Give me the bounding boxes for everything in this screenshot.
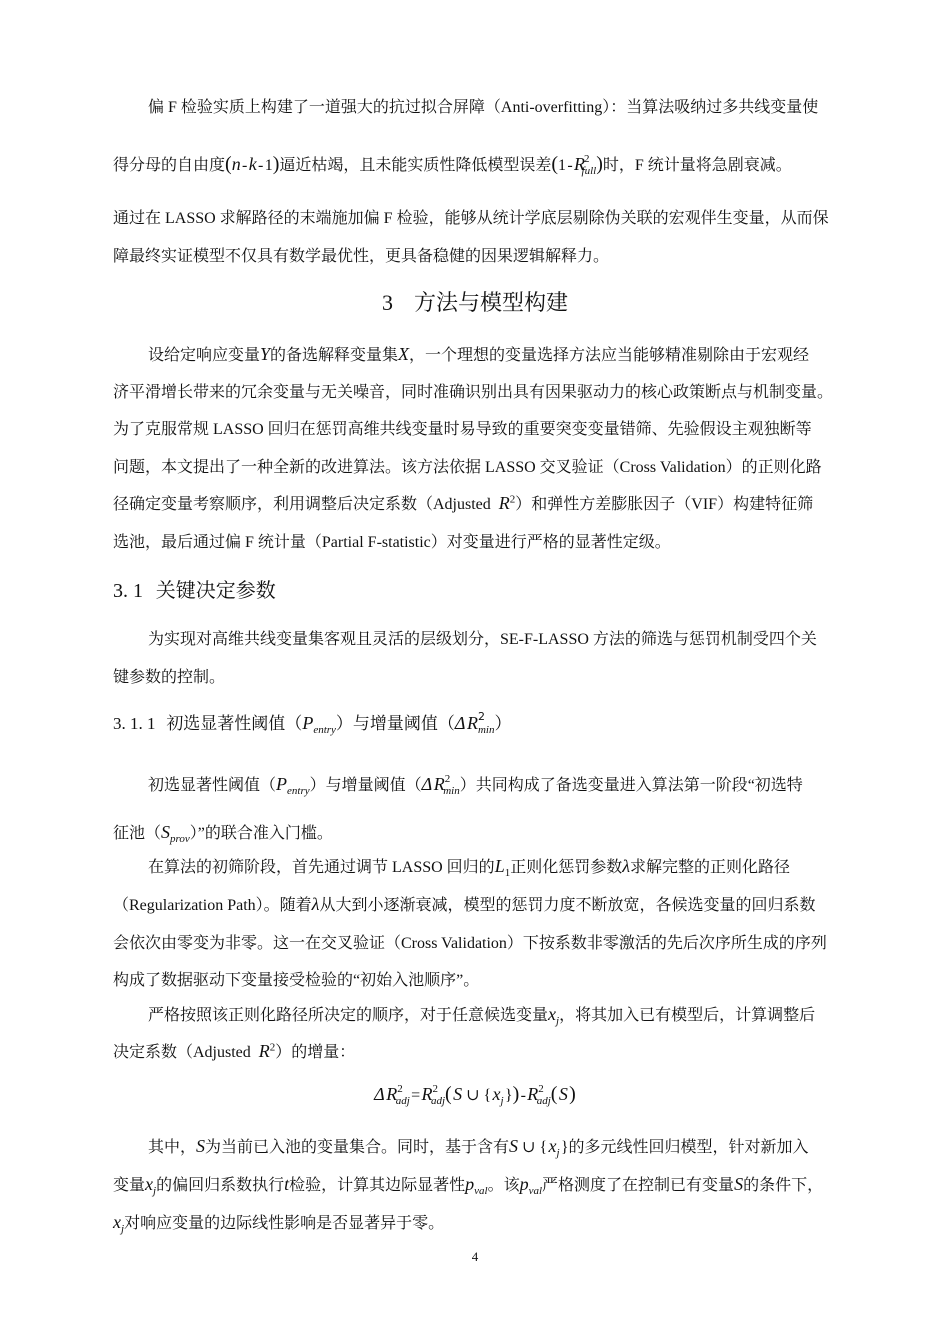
- paragraph-line: 键参数的控制。: [113, 669, 226, 686]
- paragraph-line: 通过在 LASSO 求解路径的末端施加偏 F 检验，能够从统计学底层剔除伪关联的宏观伴生变量，从而保: [113, 210, 829, 227]
- paragraph-line: 障最终实证模型不仅具有数学最优性，更具备稳健的因果逻辑解释力。: [113, 248, 610, 265]
- paragraph-line: 构成了数据驱动下变量接受检验的“初始入池顺序”。: [113, 972, 480, 989]
- paragraph-line: 得分母的自由度(n - k - 1)逼近枯竭，且未能实质性降低模型误差(1 - $R^2_{full}$)时，F 统计量将急剧衰减。: [113, 152, 792, 178]
- paragraph-line: 设给定响应变量Y的备选解释变量集X，一个理想的变量选择方法应当能够精准剔除由于宏观经: [148, 344, 810, 364]
- paragraph-line: （Regularization Path）。随着λ从大到小逐渐衰减，模型的惩罚力度不断放宽，各候选变量的回归系数: [113, 894, 816, 914]
- paragraph-line: 为实现对高维共线变量集客观且灵活的层级划分，SE-F-LASSO 方法的筛选与惩罚机制受四个关: [148, 631, 817, 648]
- section-heading: 3 方法与模型构建: [382, 290, 568, 316]
- equation-adj-r2-increment: Δ $R^2_{adj}$ = $R^2_{adj}$( S ∪ { $x_j$ }) - $R^2_{adj}$( S ): [374, 1082, 576, 1108]
- page-number: 4: [471, 1249, 479, 1264]
- paragraph-line: 征池$(S_{prov})$”的联合准入门槛。: [113, 822, 333, 846]
- paragraph-line: 选池，最后通过偏 F 统计量（Partial F-statistic）对变量进行严格的显著性定级。: [113, 534, 671, 551]
- paragraph-line: 变量$x_j$的偏回归系数执行t检验，计算其边际显著性$p_{val}$。该$p_{val}$严格测度了在控制已有变量S的条件下，: [113, 1174, 824, 1198]
- paragraph-line: 在算法的初筛阶段，首先通过调节 LASSO 回归的$L_1$正则化惩罚参数λ求解完整的正则化路径: [148, 856, 791, 880]
- paragraph-line: 决定系数（Adjusted $R^2$）的增量：: [113, 1041, 356, 1061]
- subsubsection-heading: 3. 1. 1 初选显著性阈值$(P_{entry})$与增量阈值（Δ $R^2_{min}$）: [113, 710, 512, 737]
- paragraph-line: 初选显著性阈值$(P_{entry})$与增量阈值（Δ $R^2_{min}$）共同构成了备选变量进入算法第一阶段“初选特: [148, 772, 803, 798]
- paragraph-line: 问题，本文提出了一种全新的改进算法。该方法依据 LASSO 交叉验证（Cross Validation）的正则化路: [113, 459, 822, 476]
- paragraph-line: 严格按照该正则化路径所决定的顺序，对于任意候选变量$x_j$，将其加入已有模型后，计算调整后: [148, 1004, 816, 1028]
- paragraph-line: 偏 F 检验实质上构建了一道强大的抗过拟合屏障（Anti-overfitting）：当算法吸纳过多共线变量使: [148, 99, 819, 116]
- paragraph-line: 径确定变量考察顺序，利用调整后决定系数（Adjusted $R^2$）和弹性方差膨胀因子（VIF）构建特征筛: [113, 493, 814, 513]
- paragraph-line: $x_j$对响应变量的边际线性影响是否显著异于零。: [113, 1212, 445, 1236]
- paragraph-line: 济平滑增长带来的冗余变量与无关噪音，同时准确识别出具有因果驱动力的核心政策断点与机制变量。: [113, 384, 834, 401]
- paragraph-line: 其中，S为当前已入池的变量集合。同时，基于含有S ∪ { $x_j$ }的多元线性回归模型，针对新加入: [148, 1136, 809, 1160]
- subsection-heading: 3. 1 关键决定参数: [113, 578, 276, 602]
- paragraph-line: 会依次由零变为非零。这一在交叉验证（Cross Validation）下按系数非零激活的先后次序所生成的序列: [113, 935, 827, 952]
- paragraph-line: 为了克服常规 LASSO 回归在惩罚高维共线变量时易导致的重要突变变量错筛、先验假设主观独断等: [113, 421, 812, 438]
